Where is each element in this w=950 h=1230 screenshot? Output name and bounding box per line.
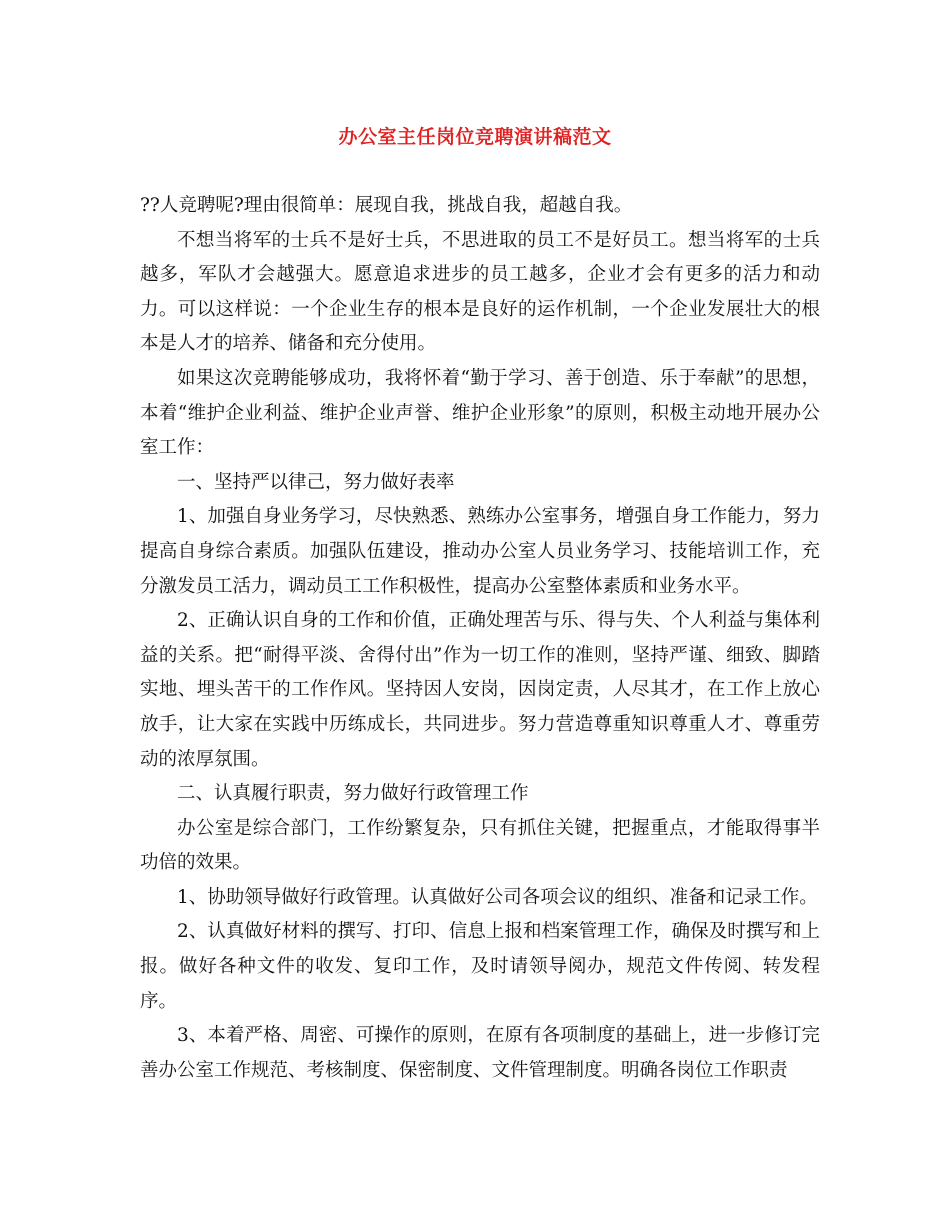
- paragraph: 1、协助领导做好行政管理。认真做好公司各项会议的组织、准备和记录工作。: [177, 886, 818, 908]
- paragraph: 不想当将军的士兵不是好士兵，不思进取的员工不是好员工。想当将军的士兵越多，军队才会越强大。愿意追求进步的员工越多，企业才会有更多的活力和动力。可以这样说：一个企业生存的根本是良好的运作机制，一个企业发展壮大的根本是人才的培养、储备和充分使用。: [140, 229, 820, 355]
- paragraph: ??人竞聘呢?理由很简单：展现自我，挑战自我，超越自我。: [140, 195, 633, 216]
- section-heading: 一、坚持严以律己，努力做好表率: [177, 471, 455, 493]
- paragraph: 如果这次竞聘能够成功，我将怀着“勤于学习、善于创造、乐于奉献”的思想，本着“维护企业利益、维护企业声誉、维护企业形象”的原则，积极主动地开展办公室工作：: [140, 367, 820, 459]
- paragraph: 1、加强自身业务学习，尽快熟悉、熟练办公室事务，增强自身工作能力，努力提高自身综合素质。加强队伍建设，推动办公室人员业务学习、技能培训工作，充分激发员工活力，调动员工工作积极性，提高办公室整体素质和业务水平。: [140, 506, 820, 597]
- document-body: [140, 189, 820, 1088]
- paragraph: 2、认真做好材料的撰写、打印、信息上报和档案管理工作，确保及时撰写和上报。做好各种文件的收发、复印工作，及时请领导阅办，规范文件传阅、转发程序。: [140, 921, 820, 1012]
- paragraph: 办公室是综合部门，工作纷繁复杂，只有抓住关键，把握重点，才能取得事半功倍的效果。: [140, 817, 820, 874]
- paragraph: 2、正确认识自身的工作和价值，正确处理苦与乐、得与失、个人利益与集体利益的关系。把“耐得平淡、舍得付出”作为一切工作的准则，坚持严谨、细致、脚踏实地、埋头苦干的工作作风。坚持因人安岗，因岗定责，人尽其才，在工作上放心放手，让大家在实践中历练成长，共同进步。努力营造尊重知识尊重人才、尊重劳动的浓厚氛围。: [140, 610, 820, 770]
- section-heading: 二、认真履行职责，努力做好行政管理工作: [177, 783, 529, 805]
- paragraph: 3、本着严格、周密、可操作的原则，在原有各项制度的基础上，进一步修订完善办公室工作规范、考核制度、保密制度、文件管理制度。明确各岗位工作职责: [140, 1025, 820, 1081]
- document-title: 办公室主任岗位竞聘演讲稿范文: [338, 126, 612, 148]
